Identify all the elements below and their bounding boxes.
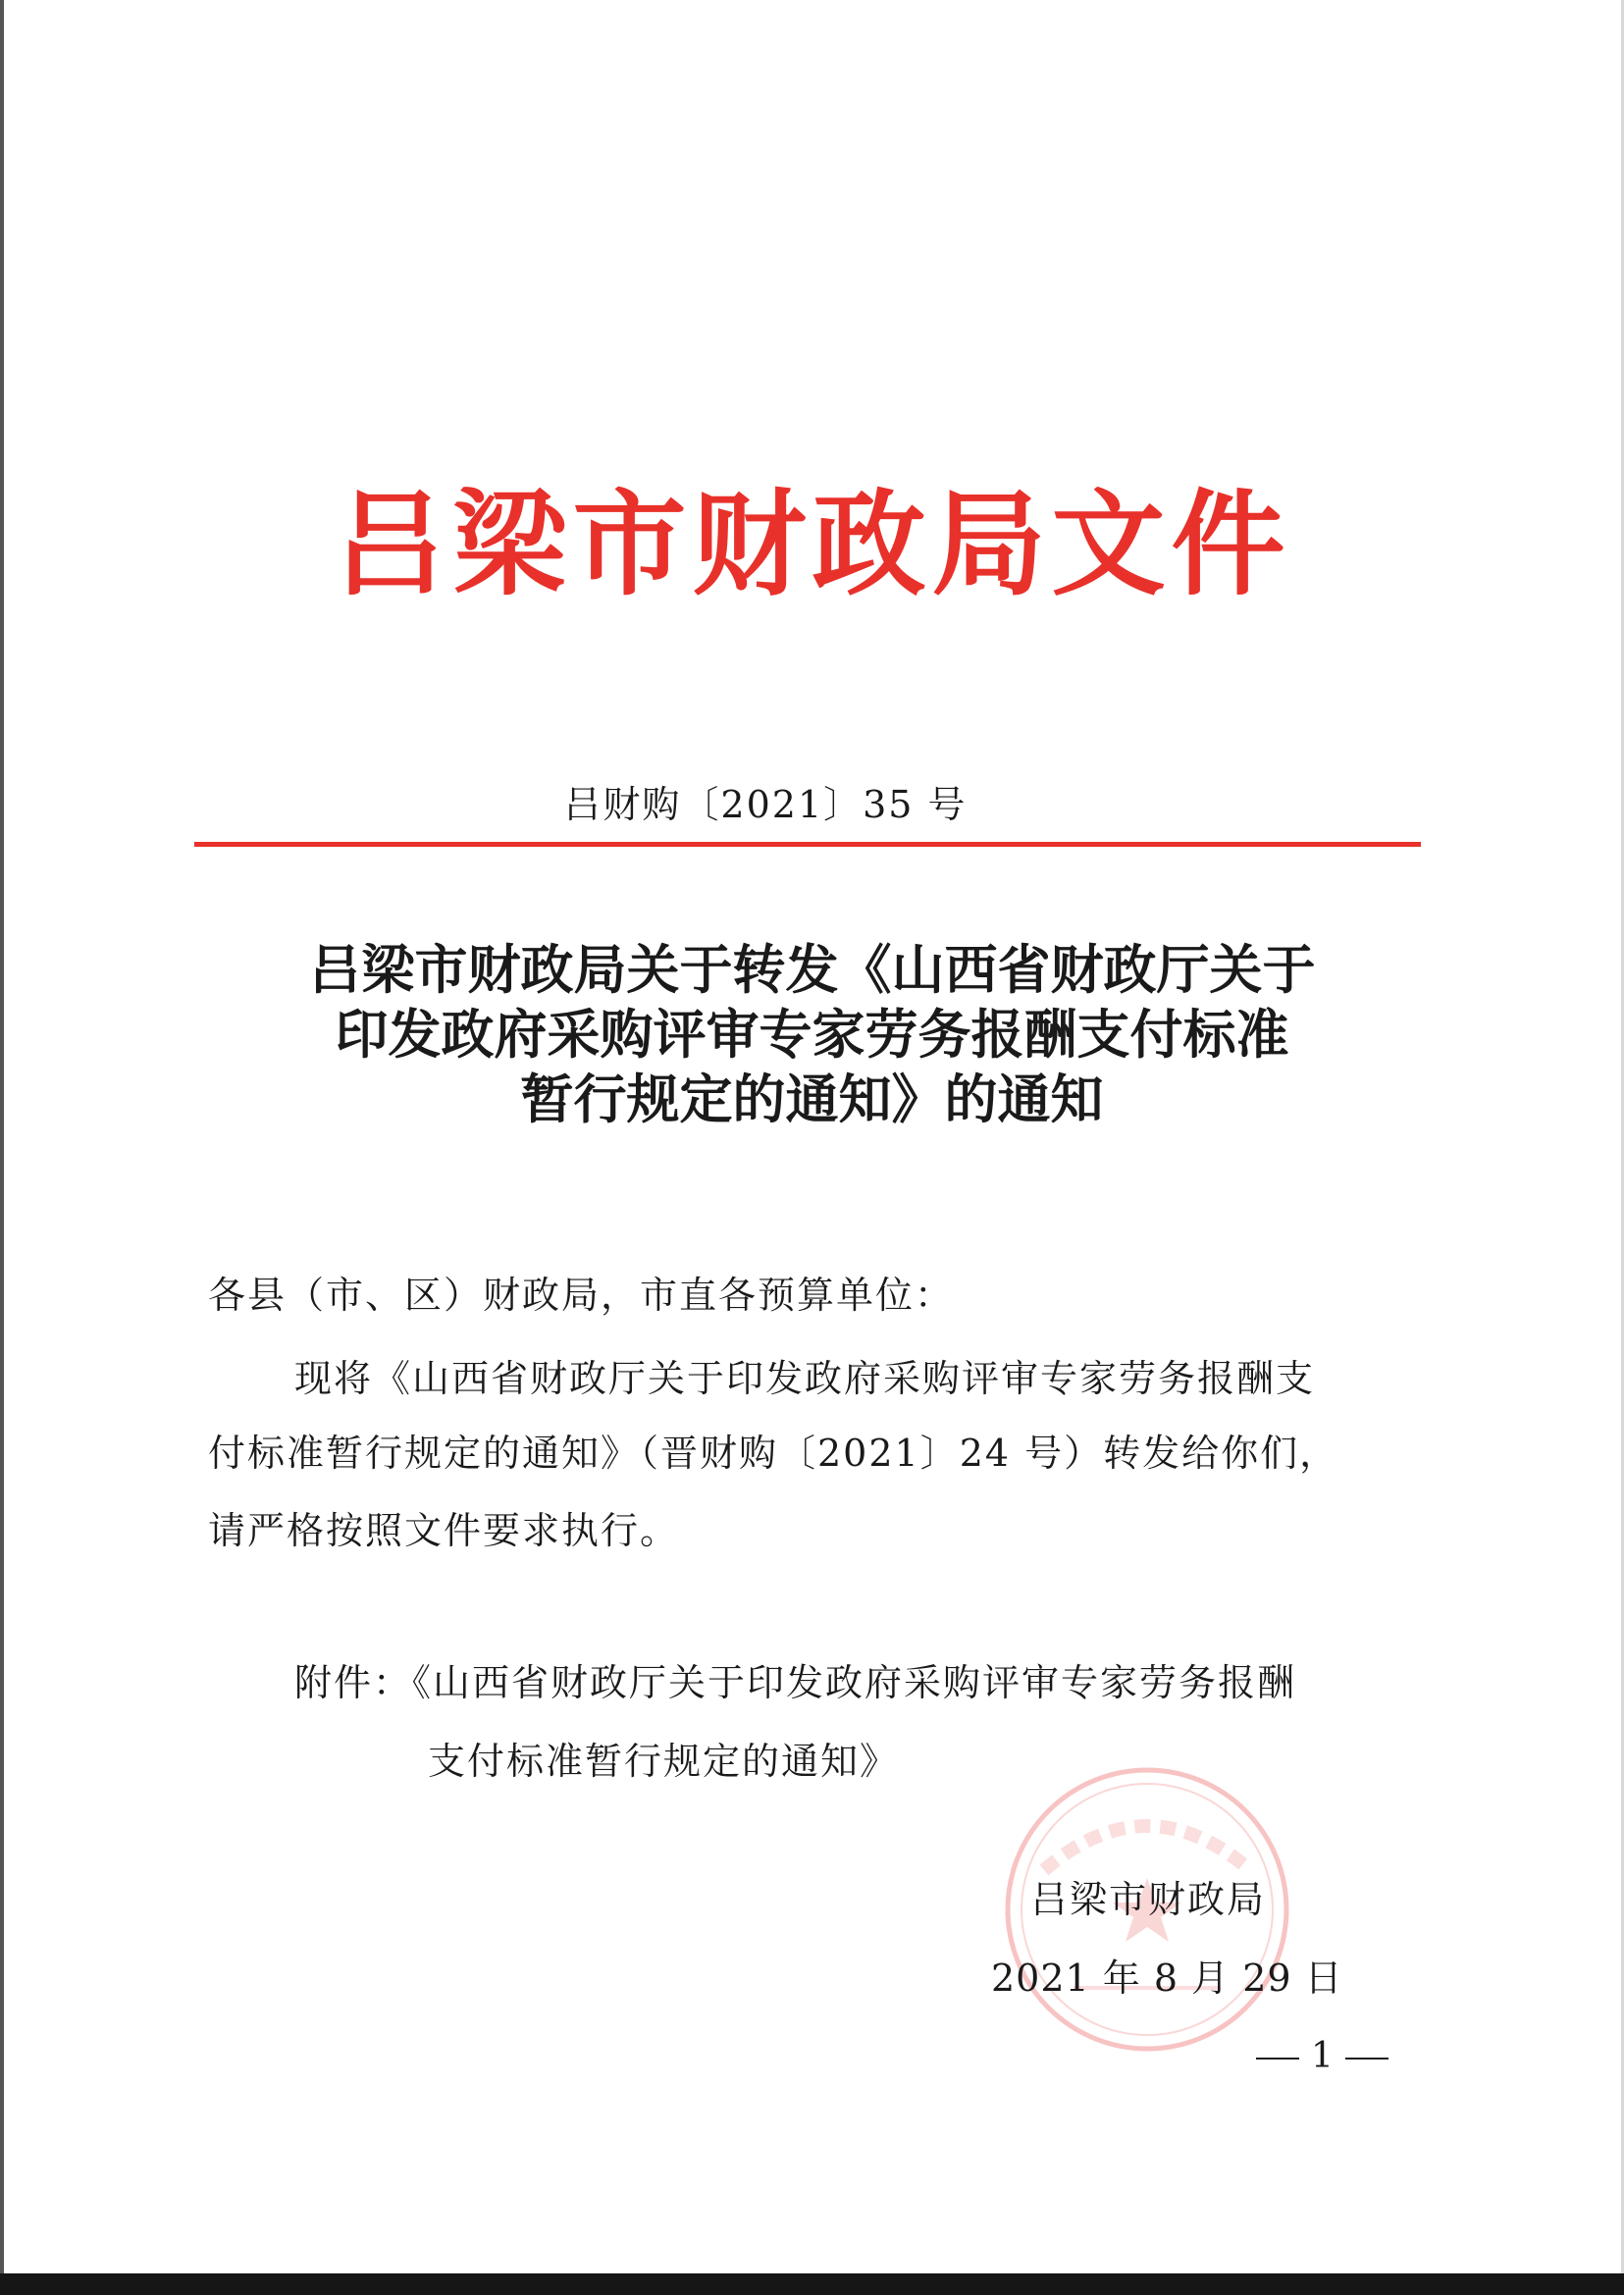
- salutation: 各县（市、区）财政局，市直各预算单位：: [208, 1274, 955, 1317]
- issue-date: 2021 年 8 月 29 日: [991, 1956, 1343, 2000]
- dash-mark: [1256, 2058, 1299, 2060]
- document-masthead: 吕梁市财政局文件: [333, 478, 1291, 611]
- page-number: [1244, 2029, 1400, 2084]
- document-title: [147, 937, 1477, 1131]
- scan-edge-left: [0, 0, 4, 2295]
- title-line: 暂行规定的通知》的通知: [520, 1068, 1104, 1130]
- body-paragraph-line: 请严格按照文件要求执行。: [208, 1509, 680, 1552]
- red-separator-line: [194, 842, 1421, 847]
- body-paragraph-line: 现将《山西省财政厅关于印发政府采购评审专家劳务报酬支: [294, 1357, 1316, 1400]
- title-line: 吕梁市财政局关于转发《山西省财政厅关于: [308, 938, 1316, 1001]
- document-number: 吕财购〔2021〕35 号: [563, 783, 968, 826]
- attachment-line: 附件：《山西省财政厅关于印发政府采购评审专家劳务报酬: [294, 1661, 1297, 1704]
- issuing-authority: 吕梁市财政局: [1030, 1878, 1267, 1921]
- dash-mark: [1345, 2058, 1388, 2060]
- body-paragraph-line: 付标准暂行规定的通知》（晋财购〔2021〕24 号）转发给你们，: [208, 1432, 1339, 1475]
- scan-edge-bottom: [0, 2273, 1624, 2295]
- title-line: 印发政府采购评审专家劳务报酬支付标准: [335, 1003, 1289, 1066]
- page-number-value: 1: [1311, 2036, 1334, 2076]
- attachment-line-continued: 支付标准暂行规定的通知》: [428, 1740, 900, 1783]
